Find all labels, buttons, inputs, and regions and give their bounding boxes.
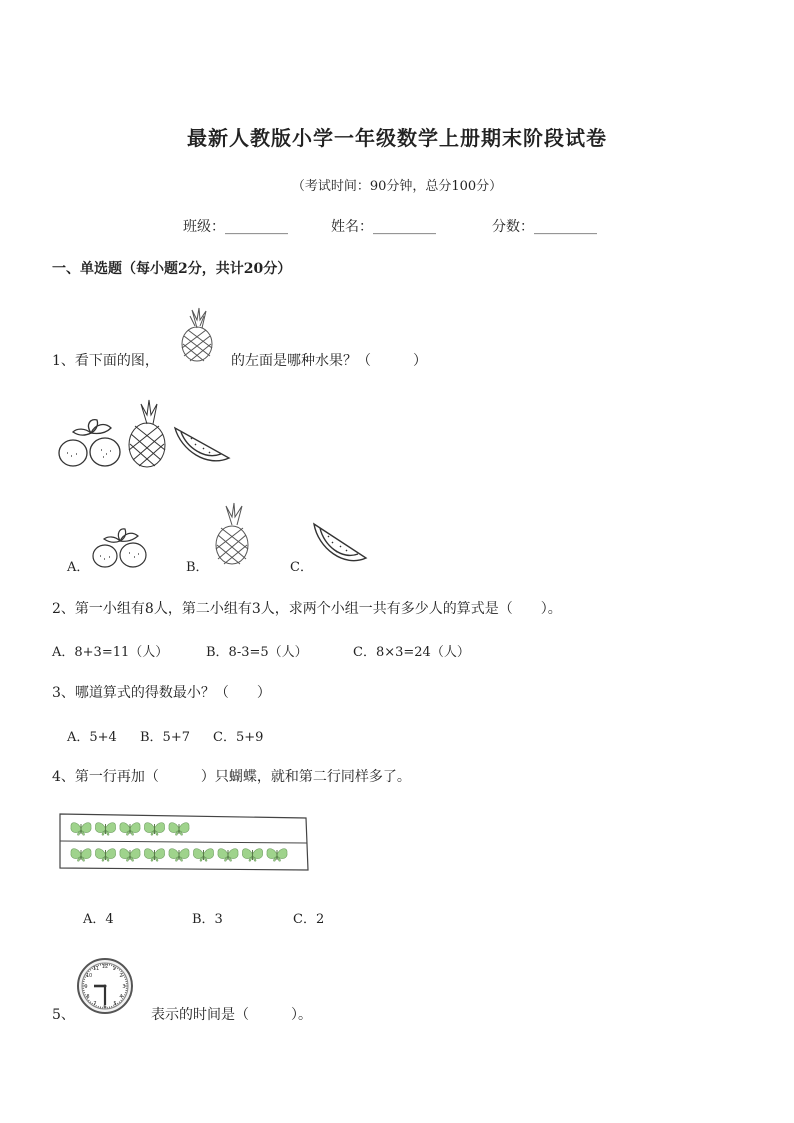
lychee-icon: [59, 420, 120, 466]
clock-tick: [124, 995, 125, 996]
question-1-prefix: 1、看下面的图，: [52, 353, 159, 369]
question-3: 3、哪道算式的得数最小？（ ）: [52, 685, 271, 701]
svg-text:7: 7: [93, 1001, 97, 1007]
butterfly-icon: [71, 823, 91, 836]
q3-option-c[interactable]: C．5+9: [213, 730, 264, 745]
butterfly-rows-image: [58, 812, 310, 872]
svg-text:9: 9: [84, 984, 88, 990]
clock-tick: [117, 968, 118, 969]
page-title: 最新人教版小学一年级数学上册期末阶段试卷: [187, 126, 607, 150]
butterfly-icon: [193, 849, 213, 862]
svg-text:4: 4: [119, 994, 123, 1000]
butterfly-icon: [120, 849, 140, 862]
svg-text:5: 5: [113, 1001, 117, 1007]
svg-text:10: 10: [85, 973, 93, 979]
question-5-prefix: 5、: [52, 1007, 75, 1023]
q4-option-c[interactable]: C．2: [293, 912, 325, 927]
question-2: 2、第一小组有8人，第二小组有3人，求两个小组一共有多少人的算式是（ ）。: [52, 601, 562, 617]
pineapple-icon: [178, 306, 216, 362]
q1-option-c[interactable]: C．: [290, 560, 313, 575]
q3-option-a[interactable]: A．5+4: [67, 730, 117, 745]
butterfly-icon: [120, 823, 140, 836]
clock-tick: [117, 1003, 118, 1004]
watermelon-icon: [175, 428, 229, 461]
clock-tick: [124, 977, 125, 978]
butterfly-icon: [169, 823, 189, 836]
q1-option-b[interactable]: B．: [186, 560, 209, 575]
name-field[interactable]: 姓名：_________: [331, 219, 436, 235]
clock-icon: [76, 955, 134, 1017]
butterfly-icon: [95, 823, 115, 836]
lychee-icon: [90, 525, 152, 569]
q2-option-c[interactable]: C．8×3=24（人）: [353, 645, 470, 660]
question-4: 4、第一行再加（ ）只蝴蝶，就和第二行同样多了。: [52, 769, 411, 785]
exam-info: （考试时间：90分钟，总分100分）: [291, 179, 503, 194]
butterfly-icon: [144, 823, 164, 836]
section-heading: 一、单选题（每小题2分，共计20分）: [52, 261, 292, 277]
butterfly-icon: [169, 849, 189, 862]
butterfly-row-2: [71, 849, 287, 862]
q2-option-a[interactable]: A．8+3=11（人）: [52, 645, 169, 660]
q4-option-b[interactable]: B．3: [192, 912, 223, 927]
question-5-suffix: 表示的时间是（ ）。: [151, 1007, 312, 1023]
svg-text:12: 12: [101, 964, 109, 970]
butterfly-icon: [267, 849, 287, 862]
class-field[interactable]: 班级：_________: [183, 219, 288, 235]
pineapple-icon: [129, 400, 165, 467]
score-field[interactable]: 分数：_________: [492, 219, 597, 235]
svg-text:11: 11: [92, 966, 100, 972]
svg-text:3: 3: [122, 984, 126, 990]
q4-option-a[interactable]: A．4: [83, 912, 114, 927]
fruit-row-image: [55, 398, 235, 470]
butterfly-row-1: [71, 823, 189, 836]
svg-text:8: 8: [86, 994, 90, 1000]
butterfly-icon: [144, 849, 164, 862]
butterfly-icon: [242, 849, 262, 862]
q2-option-b[interactable]: B．8-3=5（人）: [206, 645, 308, 660]
q1-option-a[interactable]: A．: [67, 560, 90, 575]
pineapple-icon: [212, 503, 252, 565]
svg-text:2: 2: [119, 973, 123, 979]
q3-option-b[interactable]: B．5+7: [140, 730, 190, 745]
question-1-suffix: 的左面是哪种水果？（ ）: [231, 353, 427, 369]
watermelon-icon: [310, 522, 370, 568]
butterfly-icon: [71, 849, 91, 862]
butterfly-icon: [218, 849, 238, 862]
butterfly-icon: [95, 849, 115, 862]
svg-text:6: 6: [103, 1004, 107, 1010]
svg-text:1: 1: [112, 966, 116, 972]
